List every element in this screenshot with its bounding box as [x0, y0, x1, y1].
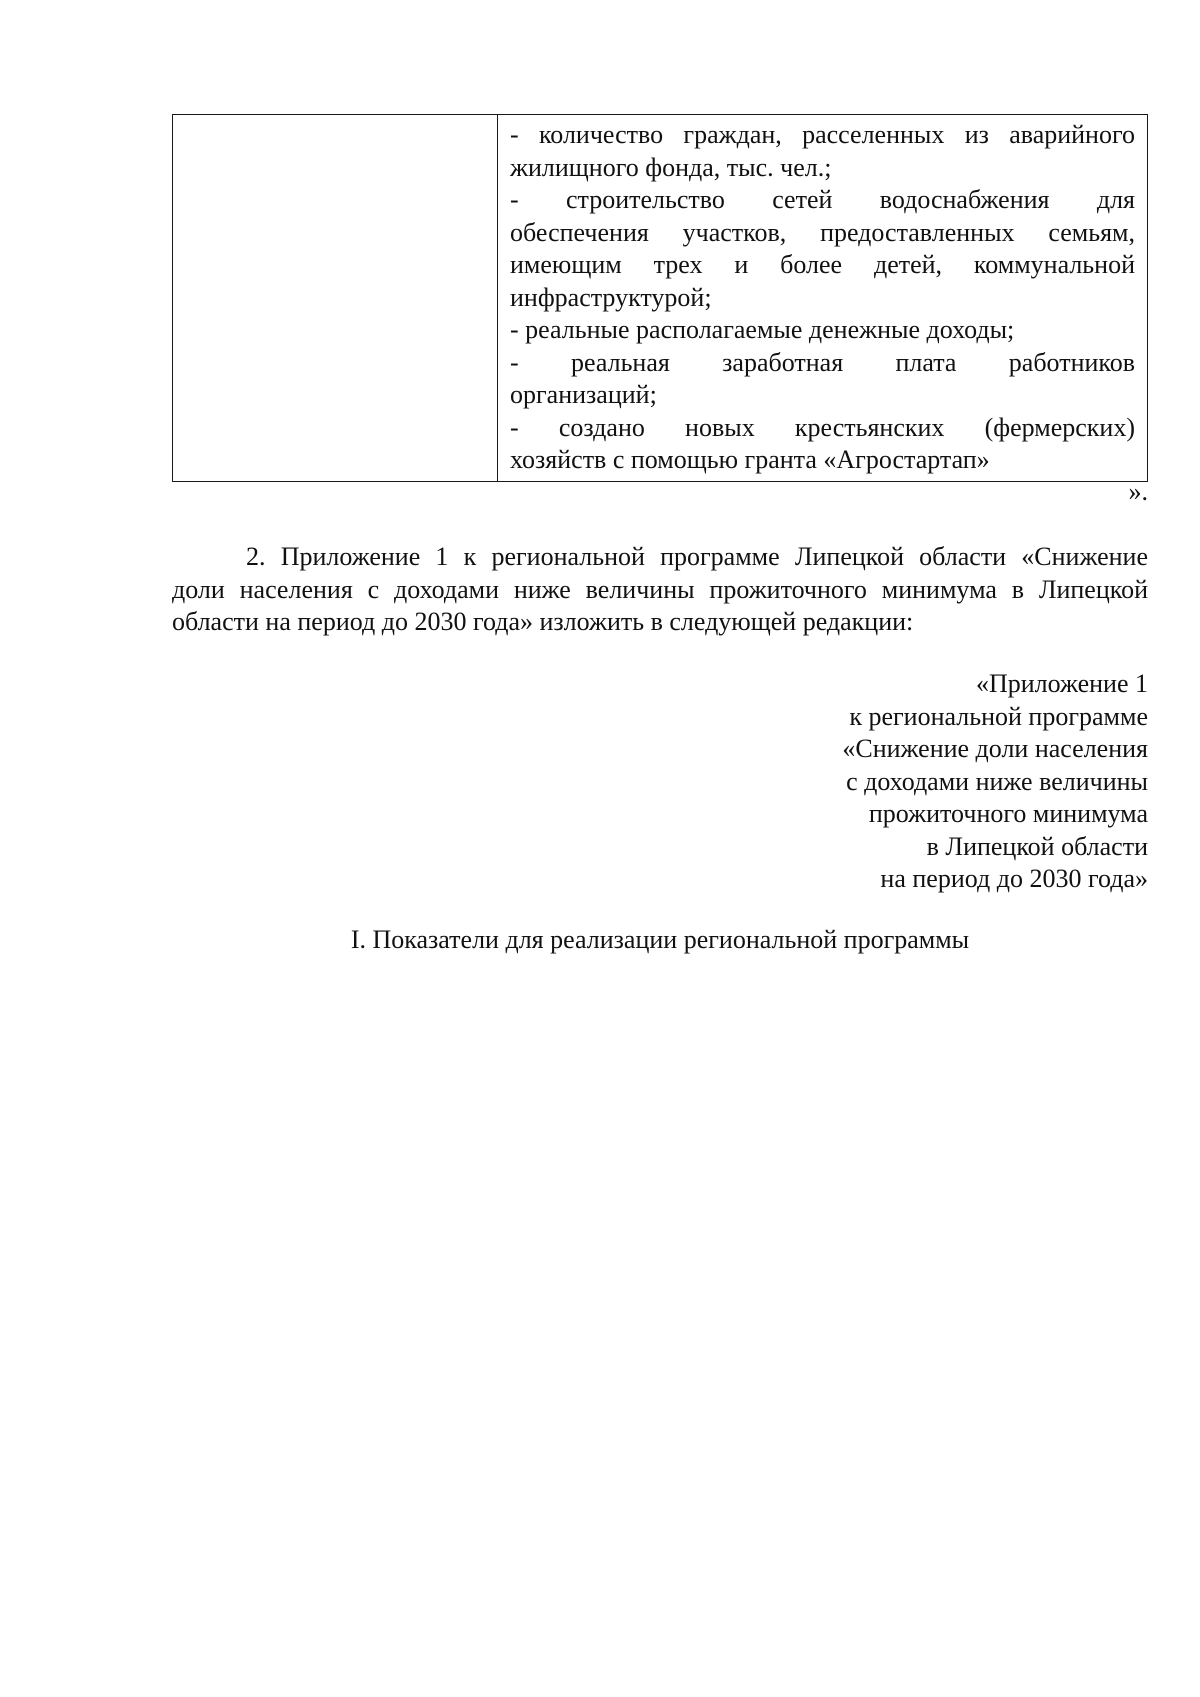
cell-text-line: - строительство сетей водоснабжения для: [510, 185, 1135, 214]
appendix-header-line: в Липецкой области: [926, 831, 1148, 861]
left-cell: [173, 115, 498, 482]
appendix-header-line: «Приложение 1: [975, 669, 1148, 698]
right-cell: [498, 115, 1148, 482]
cell-text-line: имеющим трех и более детей, коммунальной: [510, 250, 1135, 279]
closing-quote-mark: ».: [1128, 477, 1148, 506]
paragraph-2: [172, 541, 1148, 639]
cell-text-line: жилищного фонда, тыс. чел.;: [510, 152, 832, 182]
appendix-header-line: с доходами ниже величины: [846, 766, 1148, 796]
appendix-header: [842, 668, 1148, 896]
cell-text-line: - реальная заработная плата работников: [510, 347, 1135, 377]
appendix-header-line: прожиточного минимума: [868, 799, 1148, 828]
continuation-table: [172, 114, 1148, 482]
table-row: [173, 115, 1148, 482]
appendix-header-line: на период до 2030 года»: [880, 864, 1148, 893]
appendix-header-line: к региональной программе: [849, 701, 1148, 731]
cell-text-line: - создано новых крестьянских (фермерских): [510, 412, 1135, 442]
cell-text-line: инфраструктурой;: [510, 282, 712, 312]
cell-text-line: организаций;: [510, 380, 657, 409]
section-heading: I. Показатели для реализации региональной программы: [350, 925, 970, 954]
paragraph-line: области на период до 2030 года» изложить в следующей редакции:: [172, 607, 914, 636]
paragraph-line: 2. Приложение 1 к региональной программе Липецкой области «Снижение: [246, 542, 1148, 571]
cell-text-line: - реальные располагаемые денежные доходы;: [510, 315, 1015, 344]
paragraph-line: доли населения с доходами ниже величины прожиточного минимума в Липецкой: [172, 574, 1148, 604]
appendix-header-line: «Снижение доли населения: [842, 734, 1148, 763]
cell-text-line: обеспечения участков, предоставленных семьям,: [510, 217, 1135, 247]
cell-text-line: - количество граждан, расселенных из аварийного: [510, 120, 1135, 149]
cell-text-line: хозяйств с помощью гранта «Агростартап»: [510, 445, 990, 474]
